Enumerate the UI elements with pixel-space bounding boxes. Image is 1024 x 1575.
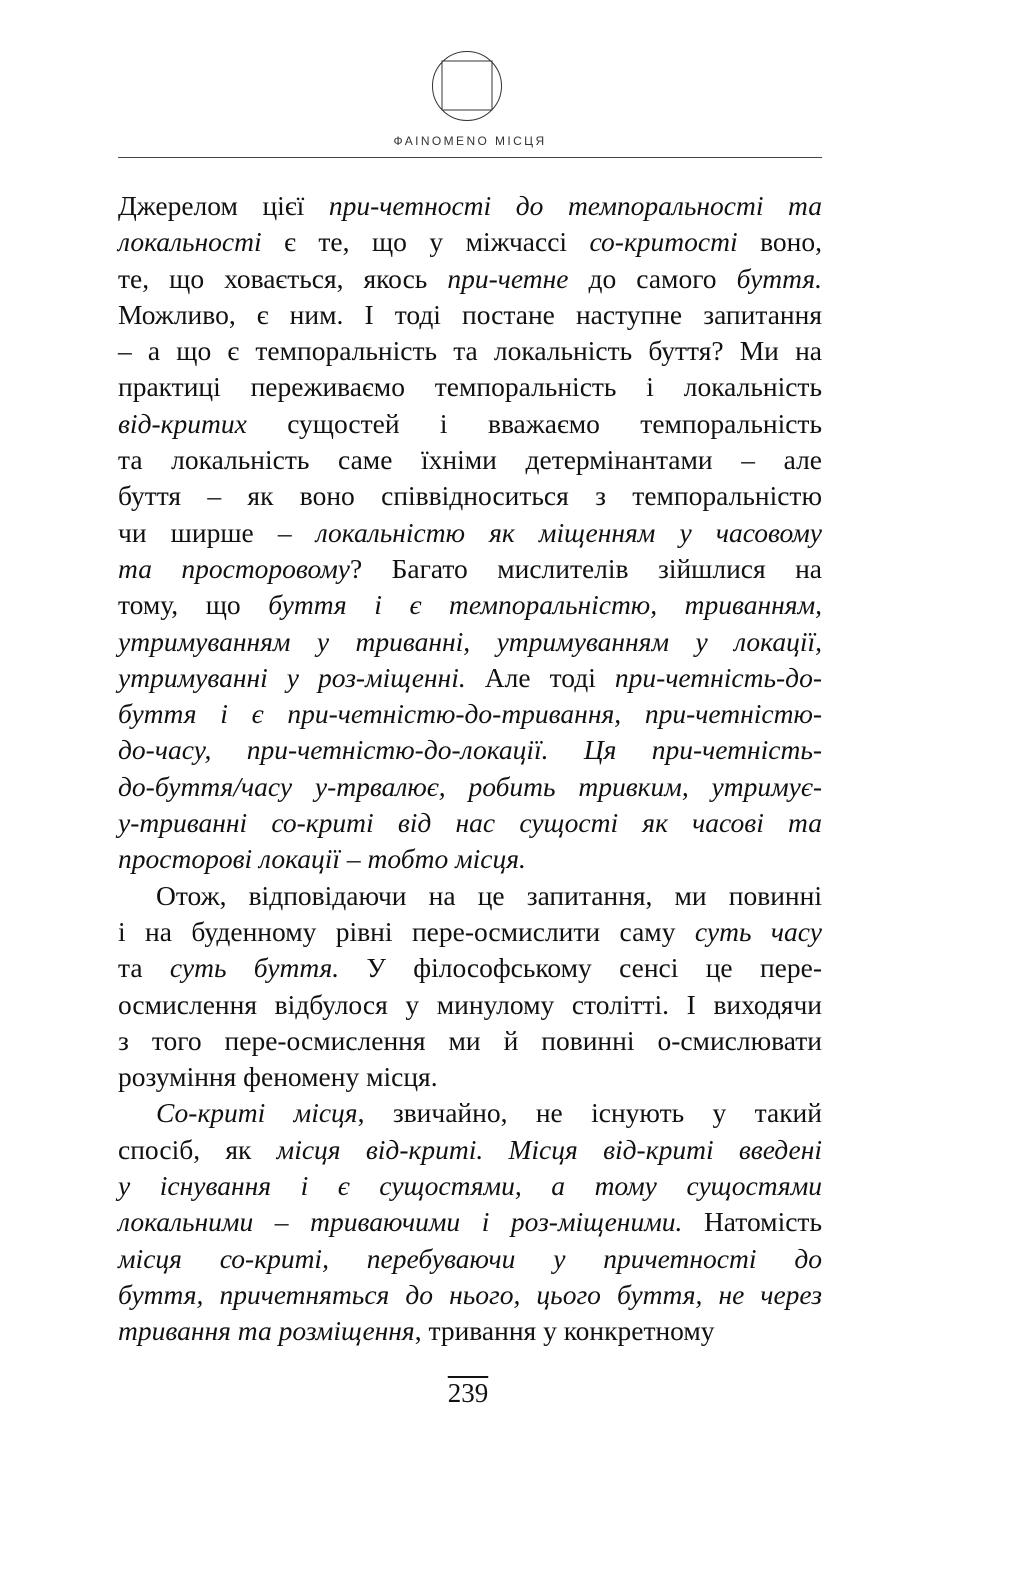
- body-text: [118, 188, 822, 1350]
- italic-text: у існування і є сущостями, а тому сущостями: [118, 1170, 822, 1202]
- text-run: те, що ховається, якось: [118, 262, 448, 294]
- italic-text: при-четності до темпоральності та: [328, 190, 822, 221]
- text-run: до самого: [568, 262, 737, 294]
- text-run: Можливо, є ним. І тоді постане наступне запитання: [118, 298, 822, 330]
- text-line: [118, 624, 822, 660]
- text-line: [118, 1132, 822, 1168]
- text-line: [118, 1204, 822, 1240]
- text-run: та локальність саме їхніми детермінантами – але: [118, 444, 822, 476]
- text-line: [118, 442, 822, 478]
- italic-text: Со-криті місця: [156, 1097, 358, 1129]
- text-line: [118, 987, 822, 1023]
- text-run: сущостей і вважаємо темпоральність: [246, 407, 822, 439]
- text-run: чи ширше –: [118, 516, 316, 548]
- text-line: [118, 188, 822, 224]
- text-line: [118, 406, 822, 442]
- text-run: Але тоді: [465, 661, 615, 693]
- text-run: воно,: [737, 226, 822, 258]
- italic-text: буття.: [736, 262, 822, 294]
- italic-text: до-буття/часу у-трвалює, робить тривким, утримує-: [118, 770, 822, 802]
- text-line: [118, 841, 822, 877]
- text-line: [118, 950, 822, 986]
- text-line: [118, 515, 822, 551]
- text-line: [118, 369, 822, 405]
- text-line: [118, 1313, 822, 1349]
- paragraph-2: [118, 878, 822, 1096]
- text-line: [118, 224, 822, 260]
- italic-text: утримуванні у роз-міщенні.: [118, 661, 466, 693]
- italic-text: та просторовому: [118, 552, 350, 584]
- italic-text: при-четне: [447, 262, 569, 294]
- italic-text: місця со-криті, перебуваючи у причетності до: [118, 1242, 822, 1274]
- paragraph-3: [118, 1095, 822, 1349]
- text-line: [118, 732, 822, 768]
- text-run: Отож, відповідаючи на це запитання, ми повинні: [156, 879, 822, 911]
- text-line: [118, 587, 822, 623]
- text-run: У філософському сенсі це пере-: [339, 952, 822, 984]
- text-line: [118, 878, 822, 914]
- italic-text: со-критості: [589, 226, 738, 258]
- text-run: з того пере-осмислення ми й повинні о-смислювати: [118, 1024, 822, 1056]
- italic-text: буття і є при-четністю-до-тривання, при-четністю-: [118, 698, 822, 730]
- header-rule: [118, 157, 822, 158]
- italic-text: суть буття.: [169, 952, 340, 984]
- text-run: Джерелом цієї: [118, 190, 329, 221]
- italic-text: буття, причетняться до нього, цього буття, не через: [118, 1278, 822, 1310]
- italic-text: буття і є темпоральністю, триванням,: [268, 589, 822, 621]
- italic-text: локальними – триваючими і роз-міщеними.: [118, 1206, 683, 1238]
- text-run: ? Багато мислителів зійшлися на: [349, 552, 822, 584]
- running-header-title: ФАINOMENO МІСЦЯ: [393, 134, 547, 148]
- text-run: осмислення відбулося у минулому столітті. І виходячи: [118, 988, 822, 1020]
- text-line: [118, 914, 822, 950]
- text-line: [118, 551, 822, 587]
- text-run: спосіб, як: [118, 1133, 277, 1165]
- text-line: [118, 297, 822, 333]
- text-line: [118, 1277, 822, 1313]
- text-line: [118, 1059, 822, 1095]
- circle-square-emblem-icon: [431, 48, 503, 122]
- italic-text: місця від-криті. Місця від-криті введені: [276, 1133, 822, 1165]
- text-line: [118, 478, 822, 514]
- italic-text: утримуванням у триванні, утримуванням у локації,: [118, 625, 822, 657]
- page-number: 239: [447, 1378, 489, 1408]
- italic-text: при-четність-до-: [614, 661, 822, 693]
- italic-text: локальністю як міщенням у часовому: [315, 516, 823, 548]
- text-line: [118, 1023, 822, 1059]
- text-line: [118, 660, 822, 696]
- text-line: [118, 1095, 822, 1131]
- text-run: Натомість: [682, 1206, 822, 1238]
- paragraph-1: [118, 188, 822, 878]
- italic-text: у-триванні со-криті від нас сущості як часові та: [118, 807, 822, 839]
- italic-text: тривання та розміщення: [118, 1315, 415, 1347]
- italic-text: від-критих: [118, 407, 247, 439]
- text-run: тому, що: [118, 589, 269, 621]
- italic-text: суть часу: [694, 915, 822, 947]
- italic-text: локальності: [118, 226, 262, 258]
- text-run: , тривання у конкретному: [414, 1315, 715, 1347]
- text-line: [118, 805, 822, 841]
- text-line: [118, 696, 822, 732]
- text-run: – а що є темпоральність та локальність буття? Ми на: [118, 335, 822, 367]
- text-run: , звичайно, не існують у такий: [357, 1097, 822, 1129]
- text-line: [118, 1241, 822, 1277]
- text-line: [118, 261, 822, 297]
- text-run: буття – як воно співвідноситься з темпоральністю: [118, 480, 822, 512]
- text-run: є те, що у міжчассі: [261, 226, 590, 258]
- text-run: та: [118, 952, 170, 984]
- italic-text: до-часу, при-четністю-до-локації. Ця при-четність-: [118, 734, 822, 766]
- text-line: [118, 1168, 822, 1204]
- text-run: практиці переживаємо темпоральність і локальність: [118, 371, 822, 403]
- text-line: [118, 769, 822, 805]
- text-line: [118, 333, 822, 369]
- text-run: розуміння феномену місця.: [118, 1061, 438, 1093]
- italic-text: просторові локації – тобто місця.: [118, 843, 526, 875]
- text-run: і на буденному рівні пере-осмислити саму: [118, 915, 695, 947]
